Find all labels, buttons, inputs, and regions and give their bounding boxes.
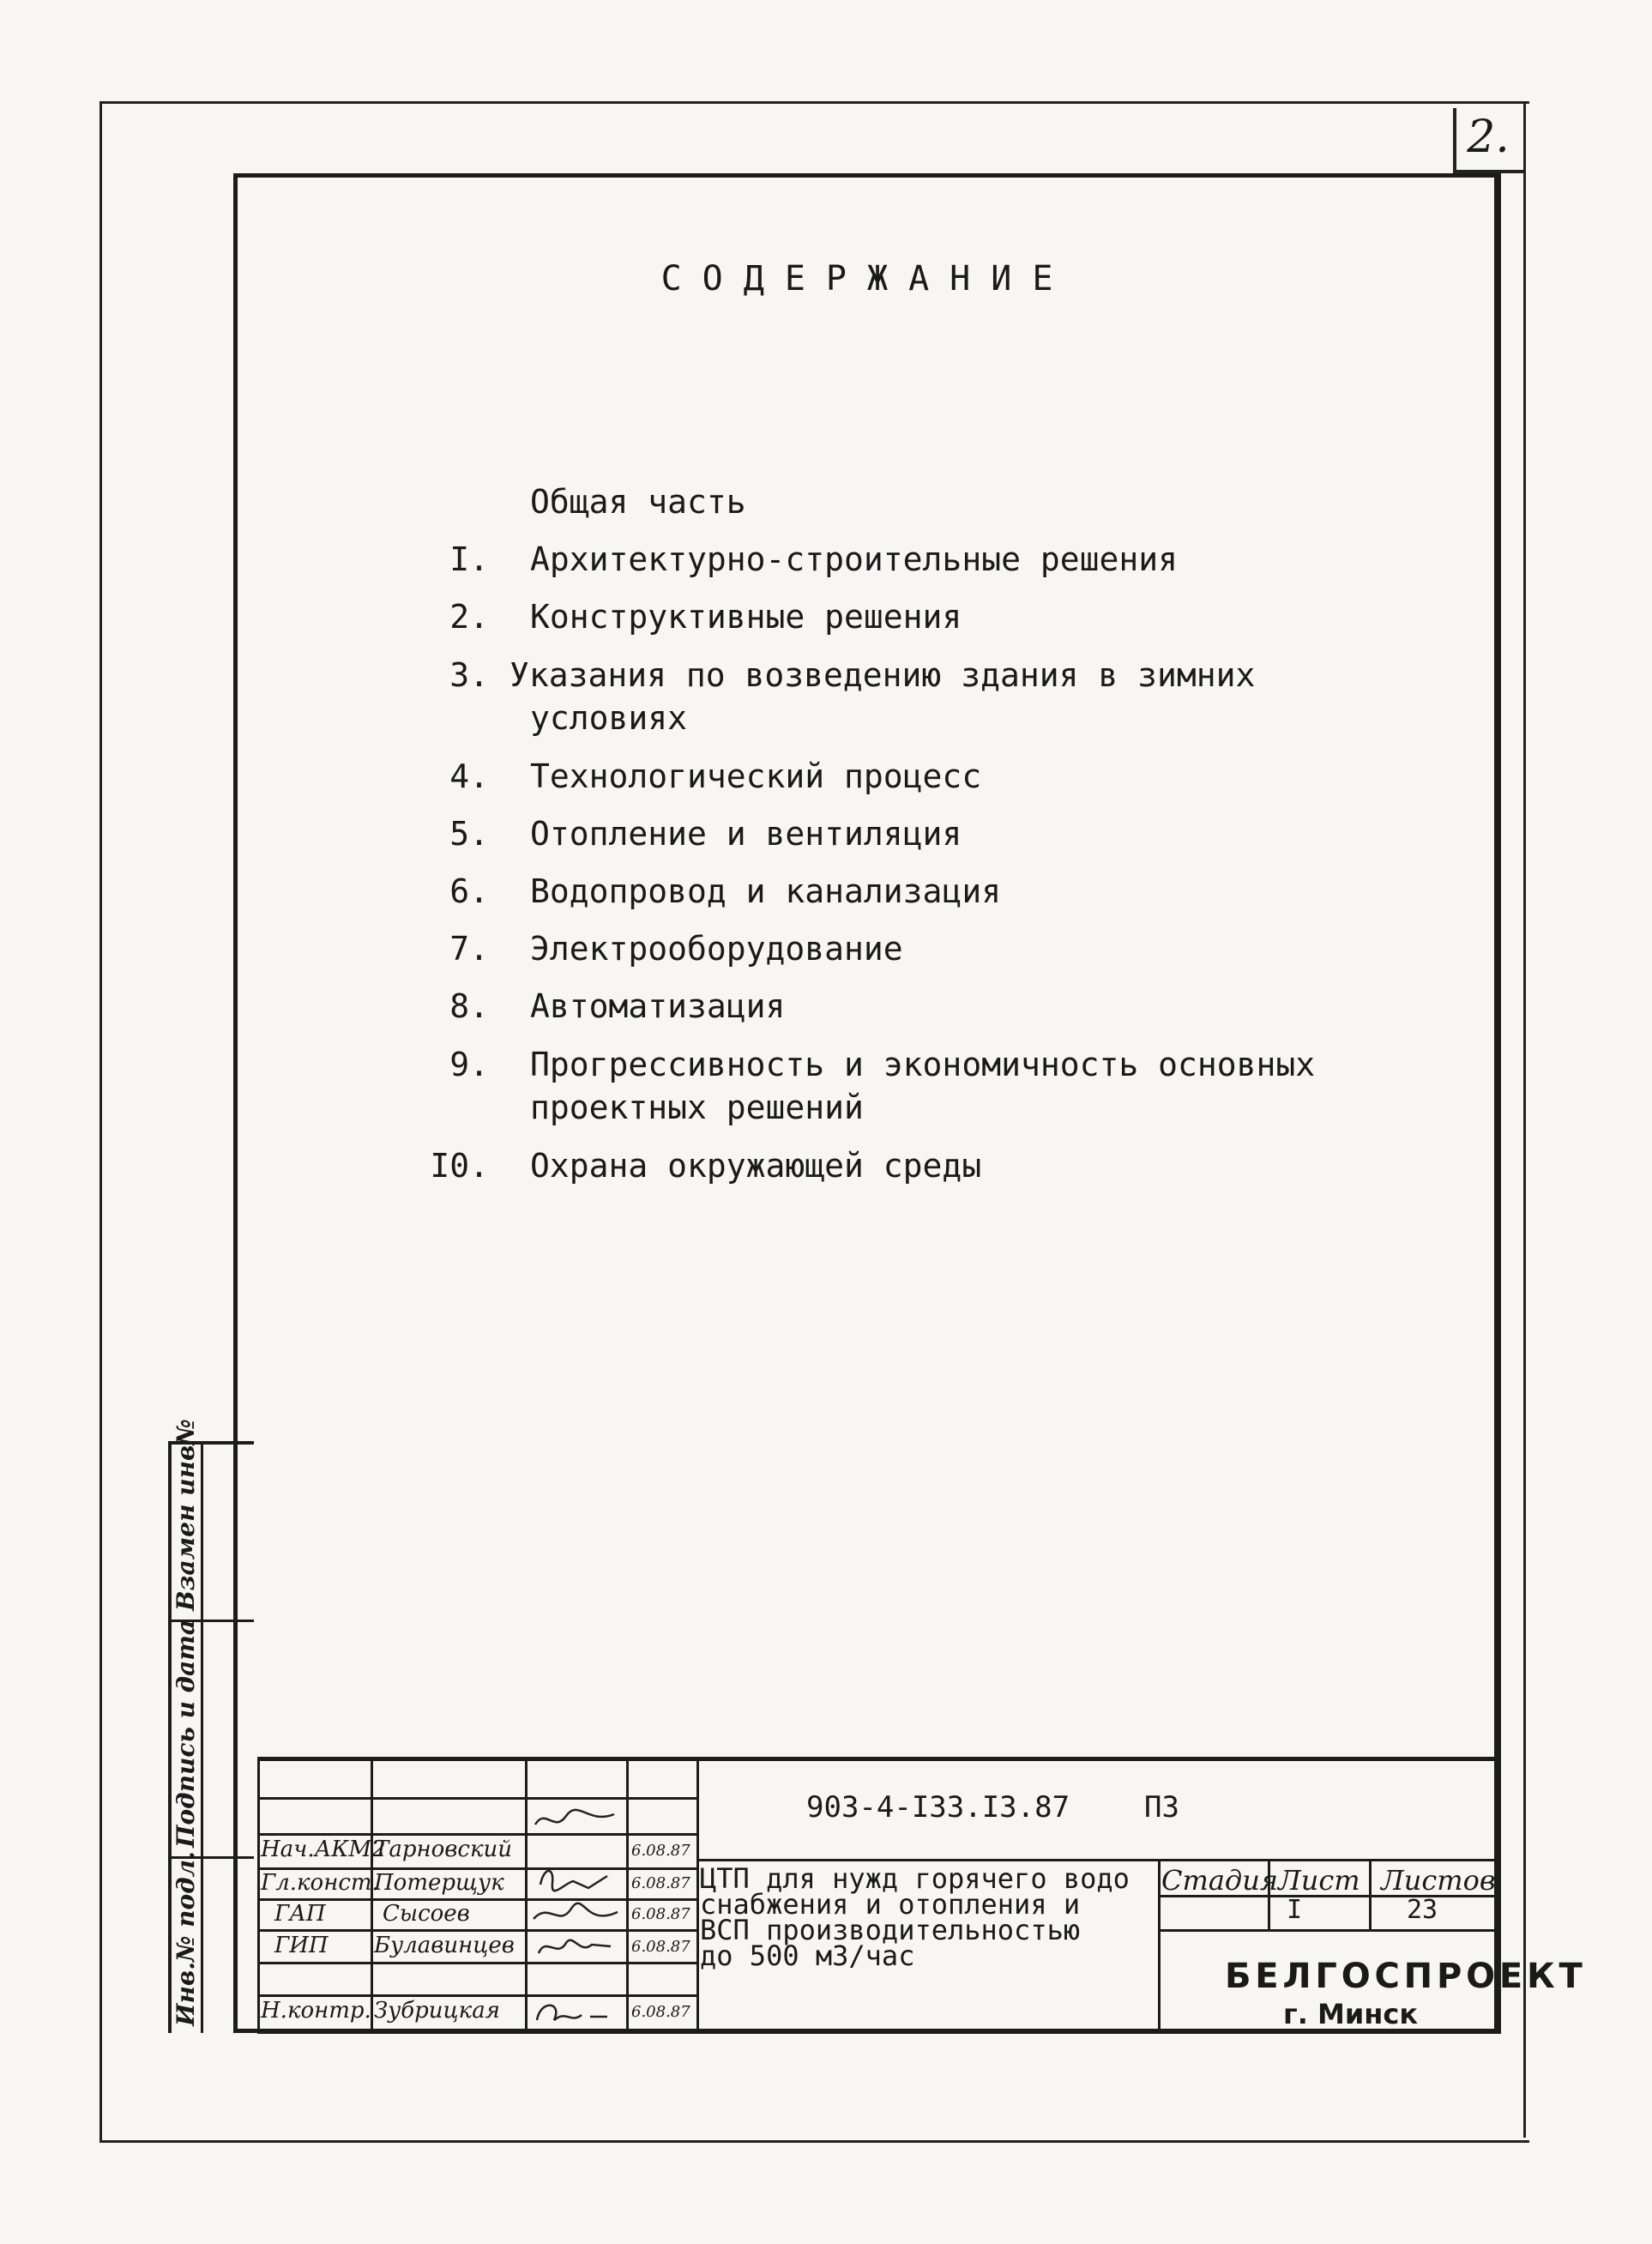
- side-label-replaced: Взамен инв№: [172, 1419, 200, 1611]
- document-type: ПЗ: [1144, 1790, 1179, 1825]
- grid-line: [257, 1929, 696, 1932]
- toc-item-text: Охрана окружающей среды: [530, 1147, 982, 1185]
- organization-name: БЕЛГОСПРОЕКТ: [1225, 1957, 1587, 1996]
- title-block: [257, 1757, 1587, 2033]
- toc-item-text: Электрооборудование: [530, 930, 903, 968]
- side-stamp-divider: [201, 1441, 203, 2033]
- signatures: [528, 1799, 624, 2030]
- toc-item-number: 6.: [449, 872, 489, 910]
- project-description-line: ЦТП для нужд горячего водо: [700, 1862, 1130, 1895]
- grid-line: [257, 1833, 696, 1836]
- sheet-value: I: [1287, 1895, 1303, 1925]
- toc-item-text: Общая часть: [530, 483, 746, 521]
- sign-date: 6.08.87: [631, 1938, 690, 1956]
- toc-item-number: 9.: [449, 1046, 489, 1083]
- sheet-label: Лист: [1278, 1864, 1360, 1897]
- grid-line: [1158, 1859, 1161, 2033]
- toc-item-number: 3.: [449, 656, 489, 694]
- toc-item-number: 2.: [449, 598, 489, 636]
- toc-item-number: I0.: [430, 1147, 489, 1185]
- sheets-label: Листов: [1381, 1864, 1496, 1897]
- stage-label: Стадия: [1161, 1864, 1278, 1897]
- signer-name: Булавинцев: [374, 1933, 515, 1958]
- sign-date: 6.08.87: [631, 1842, 690, 1860]
- toc-item-number: 4.: [449, 757, 489, 795]
- role-label: Гл.конст.: [261, 1870, 379, 1896]
- sheet-number: 2.: [1467, 112, 1510, 163]
- toc-item-continuation: [530, 697, 687, 739]
- toc-item-text: Отопление и вентиляция: [530, 815, 962, 853]
- signer-name: Зубрицкая: [374, 1998, 500, 2024]
- sign-date: 6.08.87: [631, 2003, 690, 2021]
- grid-line: [257, 1797, 696, 1800]
- signer-name: Потерщук: [374, 1870, 504, 1896]
- organization-city: г. Минск: [1283, 1998, 1419, 2030]
- sign-date: 6.08.87: [631, 1905, 690, 1923]
- toc-item-text: Технологический процесс: [530, 757, 982, 795]
- toc-item-text: Водопровод и канализация: [530, 872, 1002, 910]
- grid-line: [257, 1761, 260, 2033]
- side-label-inv-no: Инв.№ подл.: [172, 1851, 200, 2026]
- grid-line: [257, 1962, 696, 1964]
- grid-line: [257, 1994, 696, 1997]
- role-label: Н.контр.: [261, 1998, 371, 2024]
- toc-item-continuation: [530, 1086, 864, 1129]
- page-title: СОДЕРЖАНИЕ: [660, 259, 1074, 299]
- signer-name: Сысоев: [383, 1901, 470, 1927]
- toc-item-text-continuation: проектных решений: [530, 1089, 864, 1126]
- grid-line: [696, 1761, 699, 2033]
- toc-item-number: I.: [449, 540, 489, 578]
- side-label-sign-date: Подпись и дата: [172, 1619, 200, 1848]
- grid-line: [371, 1761, 373, 2033]
- grid-line: [626, 1761, 629, 2033]
- toc-item-text-continuation: условиях: [530, 699, 688, 737]
- toc-item-text: Архитектурно-строительные решения: [530, 540, 1178, 578]
- project-description-line: до 500 м3/час: [700, 1939, 915, 1972]
- role-label: ГИП: [274, 1933, 329, 1958]
- role-label: ГАП: [274, 1901, 326, 1927]
- toc-item-number: 5.: [449, 815, 489, 853]
- sheets-value: 23: [1407, 1895, 1438, 1925]
- toc-item-text: Конструктивные решения: [530, 598, 962, 636]
- toc-item-text: Автоматизация: [530, 987, 786, 1025]
- toc-item-text: Прогрессивность и экономичность основных: [530, 1046, 1316, 1083]
- toc-item-number: 8.: [449, 987, 489, 1025]
- document-code: 903-4-I33.I3.87: [806, 1790, 1070, 1825]
- grid-line: [525, 1761, 528, 2033]
- toc-item-number: 7.: [449, 930, 489, 968]
- sign-date: 6.08.87: [631, 1874, 690, 1892]
- title-block-bottom: [257, 2030, 1501, 2034]
- grid-line: [1158, 1929, 1501, 1932]
- project-description-line: ВСП производительностью: [700, 1914, 1081, 1946]
- role-label: Нач.АКМ2: [261, 1837, 386, 1862]
- signer-name: Тарновский: [374, 1837, 512, 1862]
- project-description-line: снабжения и отопления и: [700, 1888, 1081, 1921]
- grid-line: [696, 1859, 1501, 1861]
- grid-line: [1369, 1859, 1372, 1929]
- side-stamp: [168, 1419, 254, 2033]
- toc-item-text: Указания по возведению здания в зимних: [509, 656, 1256, 694]
